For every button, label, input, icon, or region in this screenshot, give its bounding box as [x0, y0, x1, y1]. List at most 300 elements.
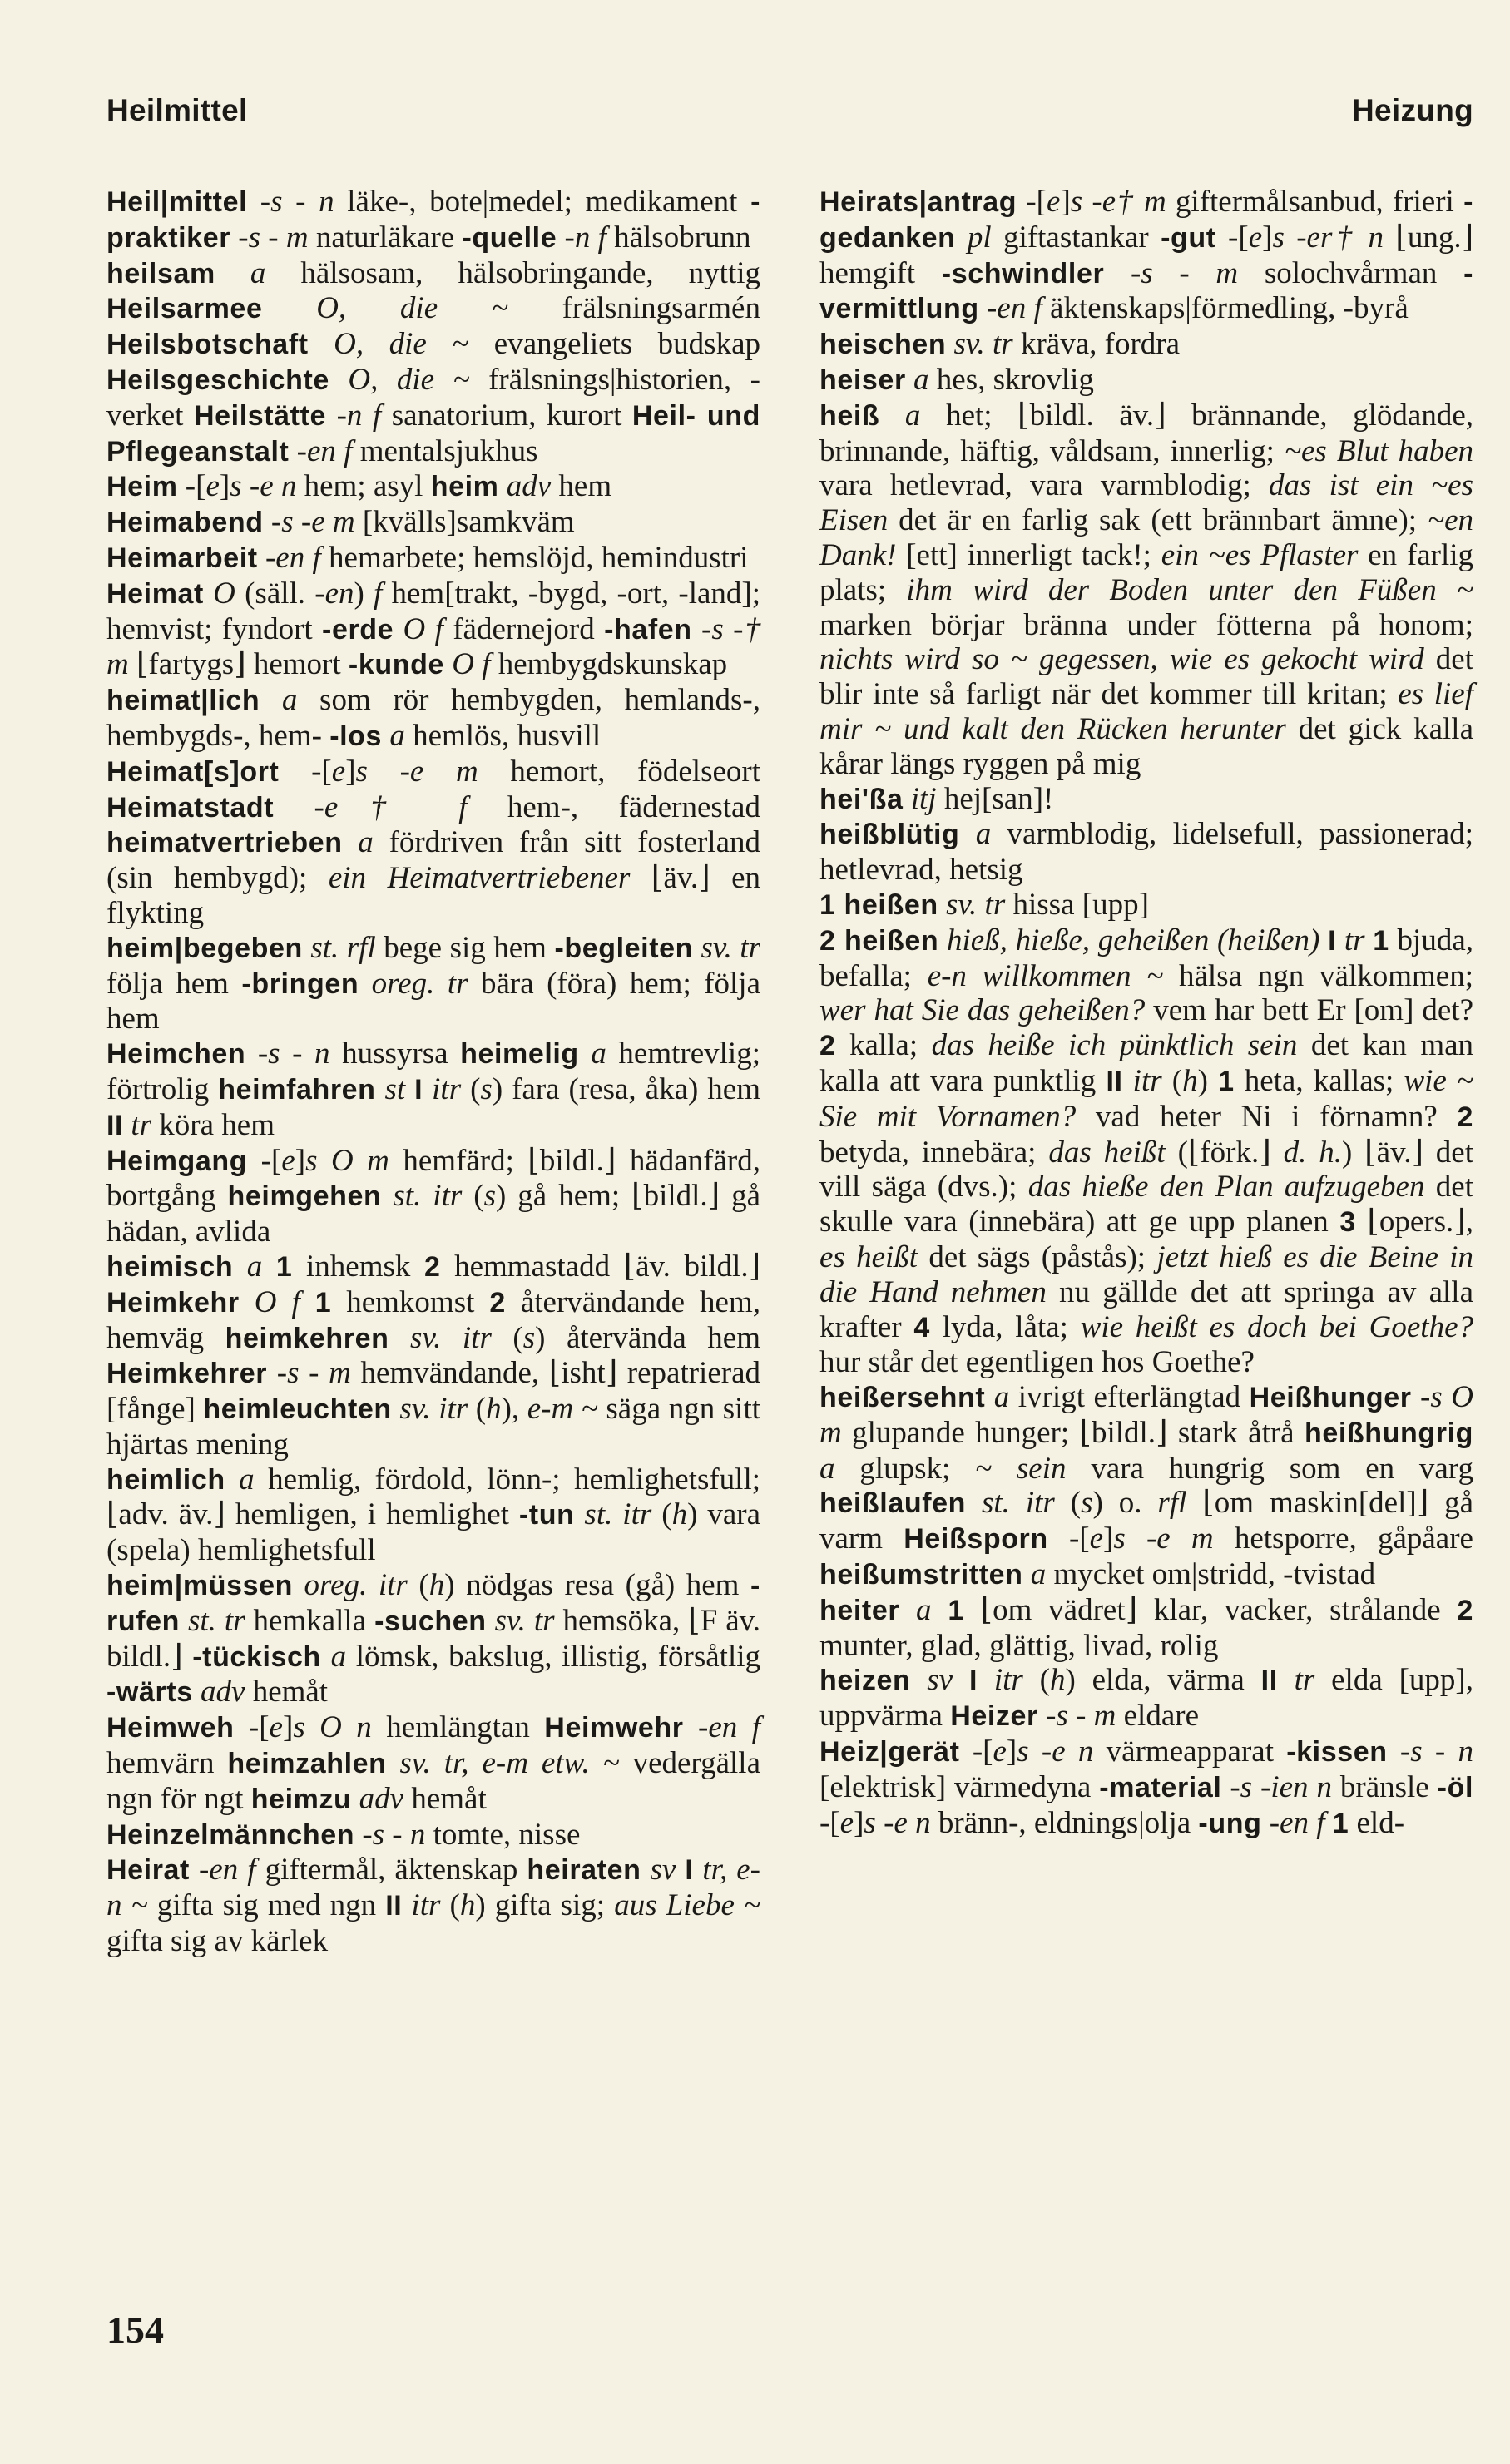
definition-text: köra hem [151, 1107, 275, 1142]
definition-text: ) [354, 576, 374, 611]
definition-text: glupsk; [834, 1451, 976, 1486]
grammar-note: oreg. tr [359, 966, 468, 1001]
definition-text: ( [651, 1497, 672, 1532]
grammar-note: ein ~es Pflaster [1161, 537, 1359, 572]
definition-text: [kvälls]samkväm [354, 505, 575, 540]
definition-text: hem [551, 469, 612, 504]
grammar-note: h [486, 1392, 502, 1427]
grammar-note: -en f [978, 291, 1042, 326]
grammar-note: O f [443, 647, 491, 682]
headword: -kunde [348, 649, 444, 681]
definition-text [1319, 923, 1328, 957]
definition-text: frälsningsarmén [507, 291, 760, 326]
grammar-note: das ist ein ~es Eisen [819, 468, 1473, 538]
definition-text: giftastankar [991, 220, 1161, 255]
dictionary-entry [106, 683, 760, 755]
headword: Heirat [106, 1854, 190, 1887]
grammar-note: wer hat Sie das geheißen? [819, 993, 1146, 1028]
headword: -ung [1198, 1807, 1262, 1839]
definition-text: hälsa ngn välkommen; [1163, 958, 1473, 993]
dictionary-entry [819, 1593, 1473, 1664]
definition-text: evangeliets budskap [468, 327, 760, 362]
grammar-note: a [260, 683, 298, 718]
grammar-note: -s - n [354, 1817, 426, 1852]
dictionary-entry [106, 185, 760, 256]
definition-text: -[ [819, 1805, 840, 1840]
grammar-note: a [899, 1592, 932, 1627]
dictionary-entry [106, 931, 760, 1037]
grammar-note: s -e n [864, 1805, 931, 1840]
headword: Heilsgeschichte [106, 364, 329, 396]
grammar-note: sv. itr [391, 1392, 468, 1427]
headword: -schwindler [941, 257, 1105, 289]
dictionary-entry [819, 888, 1473, 923]
definition-text: det sägs (påstås); [918, 1239, 1157, 1274]
dictionary-entry [819, 1380, 1473, 1593]
headword: II [385, 1890, 403, 1922]
headword: Heißhunger [1249, 1382, 1412, 1414]
grammar-note: -e† f [274, 789, 468, 824]
definition-text: mycket om|stridd, -tvistad [1046, 1557, 1376, 1592]
grammar-note: -s - m [230, 220, 309, 255]
grammar-note: a [342, 825, 374, 860]
definition-text: läke-, bote|medel; medikament [334, 185, 751, 219]
running-head-left: Heilmittel [106, 93, 248, 127]
definition-text: bära (föra) hem; följa hem [106, 966, 760, 1037]
headword: heimzahlen [227, 1748, 387, 1780]
grammar-note: O [203, 576, 235, 611]
dictionary-entry [106, 1568, 760, 1710]
definition-text: frälsnings|historien, -verket [106, 362, 760, 433]
definition-text: -[ [177, 469, 206, 504]
definition-text: solochvårman [1238, 255, 1464, 290]
grammar-note: s O n [293, 1710, 372, 1745]
grammar-note: -s -ien n [1221, 1769, 1332, 1804]
dictionary-entry [819, 363, 1473, 398]
grammar-note: sv. tr, e-m etw. ~ [386, 1746, 620, 1781]
definition-text [300, 1285, 315, 1319]
grammar-note: a [959, 817, 992, 852]
definition-text: ⌊äv.⌋ en flykting [106, 861, 761, 930]
headword: -gedanken [819, 186, 1473, 254]
definition-text: heta, kallas; [1234, 1063, 1404, 1098]
grammar-note: a [215, 255, 266, 290]
headword: Heimat [106, 577, 204, 610]
grammar-note: s -e n [230, 469, 297, 504]
grammar-note: a [320, 1639, 347, 1674]
grammar-note: O, die ~ [262, 291, 508, 326]
definition-text: [elektrisk] värmedyna [819, 1769, 1100, 1804]
grammar-note: s -e n [1017, 1734, 1094, 1769]
headword: Heizer [950, 1700, 1038, 1733]
definition-text: hetsporre, gåpåare [1213, 1521, 1473, 1556]
definition-text [932, 1593, 948, 1627]
definition-text: ⌊opers.⌋, [1355, 1205, 1473, 1239]
right-column [819, 185, 1473, 1841]
dictionary-entry [106, 1462, 760, 1568]
definition-text: -[ [1215, 220, 1249, 255]
grammar-note: -s -e m [263, 505, 355, 540]
grammar-note: sv. tr [938, 887, 1006, 922]
definition-text [676, 1853, 685, 1887]
definition-text: [ett] innerligt tack!; [896, 537, 1161, 572]
grammar-note: -n f [557, 220, 606, 255]
headword: 1 [275, 1250, 293, 1283]
grammar-note: e [269, 1710, 283, 1745]
headword: 1 [948, 1594, 964, 1626]
dictionary-entry [819, 923, 1473, 1380]
definition-text: ( [1161, 1063, 1183, 1098]
definition-text [953, 1663, 969, 1697]
grammar-note: -s - m [267, 1356, 351, 1391]
definition-text: hes, skrovlig [928, 362, 1094, 397]
grammar-note: sv. itr [389, 1320, 492, 1355]
grammar-note: s -e m [1113, 1521, 1214, 1556]
grammar-note: e [281, 1143, 295, 1178]
headword: I [1328, 924, 1337, 957]
headword: 2 [489, 1286, 506, 1319]
definition-text: ) elda, värma [1065, 1663, 1261, 1698]
definition-text: ( [440, 1888, 460, 1923]
grammar-note: a [985, 1380, 1010, 1415]
headword: heißblütig [819, 819, 960, 851]
definition-text: ] [854, 1805, 864, 1840]
headword: heimelig [460, 1038, 579, 1071]
grammar-note: h [1049, 1663, 1066, 1698]
definition-text: fädernejord [443, 611, 605, 646]
headword: heiraten [527, 1854, 641, 1887]
grammar-note: O f [394, 611, 443, 646]
grammar-note: aus Liebe ~ [614, 1888, 760, 1923]
definition-text: vad heter Ni i förnamn? [1076, 1099, 1458, 1134]
dictionary-entry [819, 1663, 1473, 1734]
definition-text: eldare [1116, 1699, 1199, 1734]
grammar-note: tr, e-n ~ [106, 1853, 760, 1923]
definition-text: hej[san]! [936, 781, 1054, 816]
definition-text: lyda, låta; [929, 1309, 1081, 1344]
dictionary-entry [819, 782, 1473, 818]
grammar-note: st [375, 1071, 406, 1106]
headword: Heinzelmännchen [106, 1818, 355, 1851]
definition-text: giftermål, äktenskap [255, 1853, 527, 1888]
definition-text: hemåt [245, 1675, 329, 1709]
grammar-note: a [1022, 1557, 1047, 1592]
dictionary-entry [106, 1710, 760, 1817]
definition-text: hemvärn [106, 1746, 228, 1781]
definition-text: det gick kalla kårar längs ryggen på mig [819, 711, 1473, 781]
definition-text: lömsk, bakslug, illistig, försåtlig [346, 1639, 760, 1674]
definition-text: ] [219, 469, 230, 504]
definition-text: naturläkare [308, 220, 463, 255]
definition-text: följa hem [106, 966, 242, 1001]
definition-text: äktenskaps|förmedling, -byrå [1042, 291, 1409, 326]
dictionary-entry [819, 398, 1473, 782]
dictionary-entry [106, 541, 760, 576]
definition-text: det kan man kalla att vara punktlig [819, 1028, 1474, 1098]
definition-text: värmeapparat [1093, 1734, 1287, 1769]
dictionary-entry [106, 755, 760, 931]
grammar-note: a [819, 1451, 835, 1486]
headword: Heimatstadt [106, 791, 275, 824]
headword: -gut [1161, 221, 1216, 254]
definition-text: ) vara (spela) hemlighetsfull [106, 1497, 761, 1568]
grammar-note: e [993, 1734, 1007, 1769]
definition-text: (säll. [235, 576, 315, 611]
grammar-note: st. itr [966, 1486, 1055, 1521]
headword: 2 [819, 1030, 836, 1062]
definition-text: giftermålsanbud, frieri [1166, 185, 1464, 219]
definition-text: ) nödgas resa (gå) hem [444, 1568, 751, 1603]
grammar-note: -s - n [247, 185, 334, 219]
definition-text: som rör hembygden, hemlands-, hembygds-, hem- [106, 683, 761, 753]
grammar-note: s [1081, 1486, 1093, 1521]
headword: -begleiten [554, 932, 694, 964]
headword: Heißsporn [904, 1523, 1048, 1556]
headword: heimat|lich [106, 685, 260, 717]
definition-text: bränsle [1331, 1769, 1438, 1804]
grammar-note: s -e m [355, 754, 478, 789]
headword: Heimarbeit [106, 542, 258, 574]
definition-text: ( [491, 1320, 523, 1355]
grammar-note: st. rfl [302, 930, 376, 965]
headword: Heilsbotschaft [106, 329, 309, 361]
definition-text: nu gällde det att springa av alla krafter [819, 1274, 1473, 1344]
grammar-note: st. itr [574, 1497, 652, 1532]
grammar-note: ein Heimatvertriebener [328, 861, 631, 896]
dictionary-entry [106, 1818, 760, 1853]
grammar-note: oreg. itr [292, 1568, 408, 1603]
definition-text: (⌊förk.⌋ [1165, 1135, 1284, 1170]
definition-text: ⌊om vädret⌋ klar, vacker, strålande [963, 1592, 1458, 1627]
grammar-note: adv [498, 469, 552, 504]
grammar-note: O f [239, 1284, 300, 1319]
grammar-note: adv [351, 1781, 404, 1816]
grammar-note: sv [910, 1663, 953, 1698]
definition-text: vara hetlevrad, vara varmblodig; [819, 468, 1269, 503]
definition-text: hemåt [403, 1781, 487, 1816]
definition-text: ) ⌊äv.⌋ det vill säga (dvs.); [819, 1135, 1473, 1205]
grammar-note: -en f [257, 540, 321, 575]
definition-text: hemfärd; ⌊bildl.⌋ hädanfärd, bortgång [106, 1143, 760, 1214]
definition-text: ] [1262, 220, 1273, 255]
grammar-note: wie ~ Sie mit Vornamen? [819, 1063, 1473, 1134]
definition-text: ( [461, 1071, 481, 1106]
definition-text: vem har bett Er [om] det? [1145, 993, 1473, 1028]
definition-text: ] [1103, 1521, 1114, 1556]
grammar-note: itr [402, 1888, 441, 1923]
headword: 1 [1218, 1065, 1235, 1097]
definition-text: hissa [upp] [1005, 887, 1149, 922]
definition-text: hemlig, fördold, lönn-; hemlighetsfull; ⌊adv. äv.⌋ hemligen, i hemlighet [106, 1462, 760, 1532]
definition-text: ] [295, 1143, 306, 1178]
grammar-note: e [1047, 185, 1061, 219]
definition-text: ) fara (resa, åka) hem [492, 1071, 760, 1106]
definition-text: fördriven från sitt fosterland (sin hembygd); [106, 825, 760, 896]
headword: Heim [106, 471, 178, 503]
grammar-note: -en [314, 576, 354, 611]
headword: 1 heißen [819, 888, 938, 921]
definition-text: hemlös, husvill [404, 718, 602, 753]
grammar-note: st. itr [381, 1179, 463, 1214]
definition-text: betyda, innebära; [819, 1135, 1049, 1170]
headword: heißlaufen [819, 1487, 967, 1520]
headword: Heilstätte [193, 399, 327, 432]
definition-text: hemkomst [331, 1284, 490, 1319]
headword: heim [430, 471, 499, 503]
grammar-note: -en f [1261, 1805, 1325, 1840]
dictionary-entry [106, 1853, 760, 1958]
headword: heimlich [106, 1463, 225, 1496]
headword: -hafen [604, 613, 692, 646]
grammar-note: pl [955, 220, 992, 255]
grammar-note: -s O m [819, 1380, 1473, 1450]
grammar-note: -en f [189, 1853, 256, 1888]
definition-text: hälsosam, hälsobringande, nyttig [265, 255, 761, 290]
headword: -los [329, 720, 383, 752]
headword: 1 [314, 1286, 332, 1319]
definition-text: -[ [959, 1734, 993, 1769]
headword: II [106, 1109, 124, 1141]
definition-text: ⌊ung.⌋ hemgift [819, 220, 1474, 290]
headword: heißhungrig [1304, 1417, 1473, 1449]
dictionary-entry [106, 505, 760, 541]
definition-text: tomte, nisse [425, 1817, 581, 1852]
definition-text: en farlig plats; [819, 537, 1473, 607]
definition-text: ( [1054, 1486, 1082, 1521]
grammar-note: a [879, 398, 921, 433]
headword: -material [1099, 1771, 1222, 1803]
definition-text: ( [468, 1392, 487, 1427]
grammar-note: s [522, 1320, 536, 1355]
definition-text: hem[trakt, -bygd, -ort, -land]; hemvist; fyndort [106, 576, 760, 646]
headword: -vermittlung [819, 257, 1473, 325]
headword: heilsam [106, 257, 215, 289]
definition-text [262, 1249, 276, 1284]
headword: hei'ßa [819, 783, 904, 815]
definition-text: gifta sig med ngn [147, 1888, 386, 1923]
headword: -tun [518, 1499, 575, 1531]
definition-text: het; ⌊bildl. äv.⌋ brännande, glödande, brinnande, häftig, våldsam, innerlig; [819, 398, 1473, 468]
grammar-note: sv [641, 1853, 676, 1888]
headword: 2 [1457, 1101, 1473, 1133]
grammar-note: -n f [326, 398, 382, 433]
definition-text: ( [1022, 1663, 1050, 1698]
headword: I [968, 1665, 978, 1697]
grammar-note: h [428, 1568, 445, 1603]
headword: 2 [423, 1250, 441, 1283]
grammar-note: a [578, 1037, 606, 1071]
headword: -öl [1437, 1771, 1473, 1803]
grammar-note: -en f [683, 1710, 760, 1745]
grammar-note: ~ sein [975, 1451, 1067, 1486]
definition-text: kräva, fordra [1012, 327, 1181, 362]
running-head-right: Heizung [1352, 93, 1473, 127]
dictionary-entry [819, 185, 1473, 327]
grammar-note: tr [1336, 923, 1365, 957]
grammar-note: d. h. [1283, 1135, 1342, 1170]
grammar-note: a [382, 718, 405, 753]
grammar-note: -s - m [1037, 1699, 1116, 1734]
headword: Heimkehr [106, 1286, 240, 1319]
definition-text: hemarbete; hemslöjd, hemindustri [320, 540, 749, 575]
headword: 2 [1457, 1594, 1473, 1626]
definition-text: -[ [247, 1143, 282, 1178]
grammar-note: e [1089, 1521, 1104, 1556]
headword: heißumstritten [819, 1559, 1023, 1591]
grammar-note: a [905, 362, 929, 397]
grammar-note: s -er† n [1272, 220, 1384, 255]
definition-text: hälsobrunn [606, 220, 751, 255]
definition-text: hemlängtan [371, 1710, 545, 1745]
headword: heimleuchten [203, 1393, 392, 1426]
headword: Heimgang [106, 1145, 248, 1177]
grammar-note: -s -† m [106, 611, 760, 682]
headword: -quelle [462, 221, 557, 254]
definition-text: elda [upp], uppvärma [819, 1663, 1473, 1734]
definition-text: sanatorium, kurort [381, 398, 632, 433]
definition-text: kalla; [835, 1028, 932, 1063]
headword: 3 [1339, 1206, 1356, 1239]
headword: -suchen [374, 1605, 487, 1637]
grammar-note: tr [123, 1107, 152, 1142]
grammar-note: h [1182, 1063, 1198, 1098]
headword: heiter [819, 1594, 900, 1626]
headword: heimzu [250, 1783, 352, 1815]
headword: heimatvertrieben [106, 827, 343, 859]
definition-text: -[ [234, 1710, 270, 1745]
definition-text: ) återvända hem [535, 1320, 760, 1355]
dictionary-entry [106, 256, 760, 470]
grammar-note: es heißt [819, 1239, 918, 1274]
headword: Heimweh [106, 1712, 235, 1744]
grammar-note: s -e† m [1070, 185, 1166, 219]
headword: 4 [913, 1311, 930, 1343]
headword: -kissen [1286, 1736, 1388, 1769]
definition-text [1324, 1806, 1332, 1840]
definition-text: det skulle vara (innebära) att ge upp planen [819, 1170, 1474, 1239]
grammar-note: e [205, 469, 220, 504]
grammar-note: sv. tr [486, 1603, 555, 1638]
definition-text: ) [1197, 1063, 1219, 1098]
grammar-note: e [1248, 220, 1263, 255]
grammar-note: a [233, 1249, 263, 1284]
definition-text: varmblodig, lidelsefull, passionerad; hetlevrad, hetsig [819, 817, 1474, 888]
headword: 2 heißen [819, 924, 939, 957]
headword: -rufen [106, 1570, 760, 1637]
definition-text: bränn-, eldnings|olja [930, 1805, 1199, 1840]
grammar-note: ~es Blut haben [1284, 433, 1473, 468]
definition-text [1365, 923, 1374, 957]
headword: 1 [1373, 924, 1389, 957]
definition-text: mentalsjukhus [352, 433, 538, 468]
page-number: 154 [106, 2308, 164, 2351]
grammar-note: e [839, 1805, 854, 1840]
headword: heißersehnt [819, 1382, 986, 1414]
definition-text: hemort, födelseort [478, 754, 760, 789]
grammar-note: das heiße ich pünktlich sein [931, 1028, 1298, 1063]
headword: Heil|mittel [106, 186, 248, 218]
dictionary-entry [819, 327, 1473, 363]
headword: heimisch [106, 1250, 234, 1283]
headword: heizen [819, 1665, 911, 1697]
grammar-note: hieß, hieße, geheißen (heißen) [938, 923, 1320, 957]
headword: heim|müssen [106, 1570, 293, 1602]
headword: II [1260, 1665, 1278, 1697]
definition-text: ⌊fartygs⌋ hemort [128, 647, 349, 682]
definition-text [405, 1072, 414, 1106]
definition-text: hem-, fädernestad [467, 789, 760, 824]
grammar-note: -en f [289, 433, 353, 468]
